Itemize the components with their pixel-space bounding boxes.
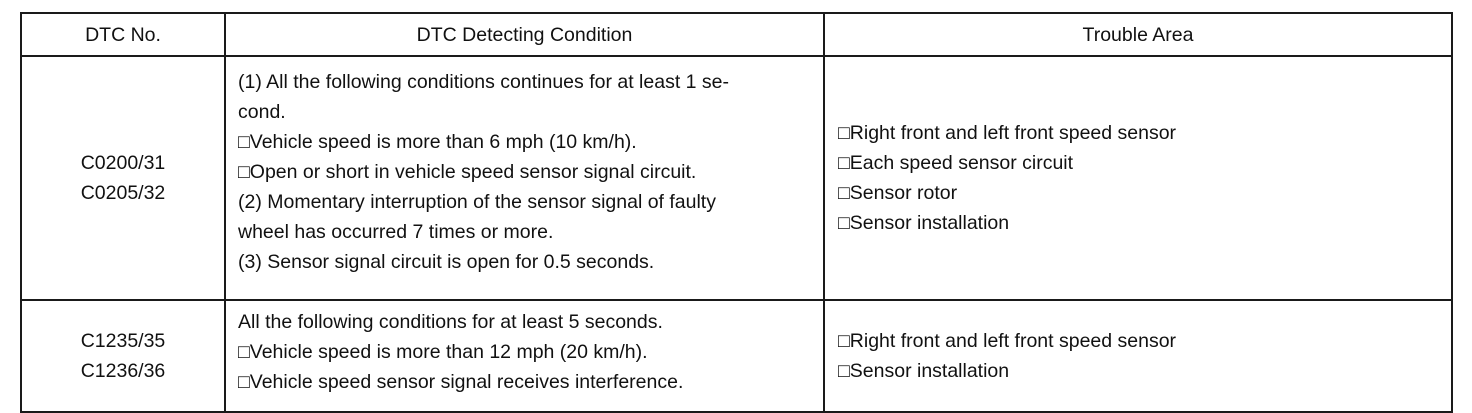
trouble-area-item: □Right front and left front speed sensor (838, 330, 1177, 352)
trouble-area-item: □Sensor installation (838, 212, 1010, 234)
header-trouble-area: Trouble Area (824, 13, 1452, 56)
header-detecting-condition: DTC Detecting Condition (225, 13, 824, 56)
condition-line: □Open or short in vehicle speed sensor signal circuit. (238, 161, 697, 183)
trouble-area-item: □Each speed sensor circuit (838, 152, 1074, 174)
condition-line: (2) Momentary interruption of the sensor signal of faulty (238, 191, 716, 213)
table-row (21, 56, 1452, 300)
trouble-area-item: □Right front and left front speed sensor (838, 122, 1177, 144)
trouble-area-cell (824, 56, 1452, 300)
trouble-area-cell (824, 300, 1452, 412)
condition-line: □Vehicle speed is more than 12 mph (20 km/h). (238, 341, 648, 363)
table-header-row (21, 13, 1452, 56)
condition-line: (3) Sensor signal circuit is open for 0.5 seconds. (238, 251, 655, 273)
detecting-condition-cell (225, 300, 824, 412)
detecting-condition-cell (225, 56, 824, 300)
dtc-table (20, 12, 1453, 413)
condition-line: cond. (238, 101, 286, 123)
table-row (21, 300, 1452, 412)
trouble-area-item: □Sensor installation (838, 360, 1010, 382)
condition-line: □Vehicle speed is more than 6 mph (10 km/h). (238, 131, 637, 153)
dtc-code-cell (21, 56, 225, 300)
dtc-code: C0205/32 (80, 182, 166, 204)
dtc-code-cell (21, 300, 225, 412)
condition-line: wheel has occurred 7 times or more. (238, 221, 554, 243)
condition-line: (1) All the following conditions continues for at least 1 se- (238, 71, 730, 93)
dtc-code: C1235/35 (80, 330, 166, 352)
dtc-code: C1236/36 (80, 360, 166, 382)
trouble-area-item: □Sensor rotor (838, 182, 958, 204)
dtc-code: C0200/31 (80, 152, 166, 174)
condition-line: □Vehicle speed sensor signal receives interference. (238, 371, 684, 393)
header-dtc-no: DTC No. (21, 13, 225, 56)
condition-line: All the following conditions for at least 5 seconds. (238, 311, 663, 333)
